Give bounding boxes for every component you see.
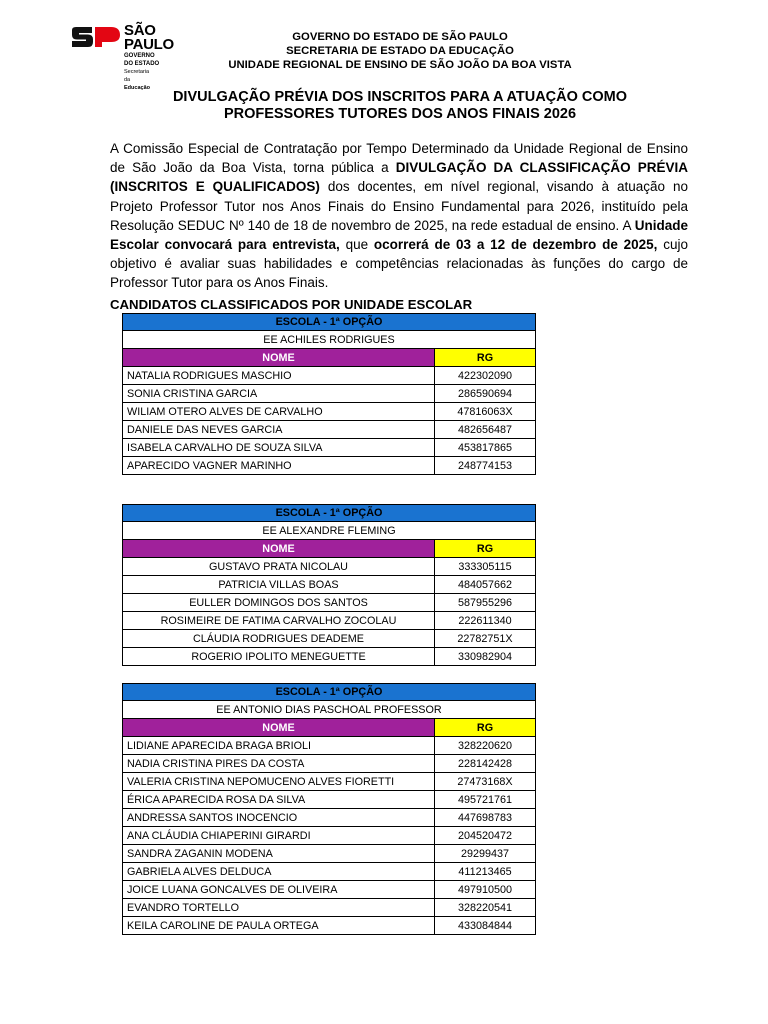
table-row bbox=[123, 439, 536, 457]
table-row bbox=[123, 385, 536, 403]
header-line2: SECRETARIA DE ESTADO DA EDUCAÇÃO bbox=[286, 44, 514, 57]
logo-sub5: Educação bbox=[124, 85, 150, 91]
candidate-name: SANDRA ZAGANIN MODENA bbox=[123, 845, 435, 863]
column-header-rg: RG bbox=[435, 349, 536, 367]
logo-sub1: GOVERNO bbox=[124, 53, 155, 59]
sp-logo-mark-icon bbox=[70, 26, 122, 48]
candidate-name: WILIAM OTERO ALVES DE CARVALHO bbox=[123, 403, 435, 421]
table-row bbox=[123, 737, 536, 755]
column-header-rg: RG bbox=[435, 540, 536, 558]
table-row bbox=[123, 612, 536, 630]
table-row bbox=[123, 457, 536, 475]
candidate-rg: 286590694 bbox=[435, 385, 536, 403]
logo-brand-line2: PAULO bbox=[124, 36, 174, 53]
body-p2: dos docentes, em nível regional, visando à atuação no Projeto Professor Tutor nos Anos Finais do Ensino Fundamental para 2026, instituído pela Resolução SEDUC Nº 140 de 18 de novembro de 2025, na rede estadual de ensino. A bbox=[110, 179, 688, 233]
table-row bbox=[123, 809, 536, 827]
candidate-name: EVANDRO TORTELLO bbox=[123, 899, 435, 917]
title-line2: PROFESSORES TUTORES DOS ANOS FINAIS 2026 bbox=[223, 106, 577, 122]
table-row bbox=[123, 917, 536, 935]
table-row bbox=[123, 899, 536, 917]
candidate-rg: 333305115 bbox=[435, 558, 536, 576]
candidate-name: EULLER DOMINGOS DOS SANTOS bbox=[123, 594, 435, 612]
school-table-3 bbox=[122, 683, 536, 935]
body-p3: que bbox=[339, 237, 374, 253]
logo-brand-line1: SÃO bbox=[124, 22, 156, 39]
candidate-rg: 47816063X bbox=[435, 403, 536, 421]
school-name: EE ALEXANDRE FLEMING bbox=[123, 522, 536, 540]
body-p4: cujo objetivo é avaliar suas habilidades e competências relacionadas às funções do cargo de Professor Tutor para os Anos Finais. bbox=[110, 237, 688, 291]
candidate-rg: 228142428 bbox=[435, 755, 536, 773]
logo-sub2: DO ESTADO bbox=[124, 60, 160, 67]
body-p1: A Comissão Especial de Contratação por Tempo Determinado da Unidade Regional de Ensino de São João da Boa Vista, torna pública a bbox=[110, 141, 688, 176]
table-row bbox=[123, 648, 536, 666]
candidate-name: ROSIMEIRE DE FATIMA CARVALHO ZOCOLAU bbox=[123, 612, 435, 630]
school-name: EE ACHILES RODRIGUES bbox=[123, 331, 536, 349]
candidate-name: ROGERIO IPOLITO MENEGUETTE bbox=[123, 648, 435, 666]
table-row bbox=[123, 594, 536, 612]
candidate-name: DANIELE DAS NEVES GARCIA bbox=[123, 421, 435, 439]
body-b1: DIVULGAÇÃO DA CLASSIFICAÇÃO PRÉVIA (INSCRITOS E QUALIFICADOS) bbox=[110, 160, 688, 195]
candidate-rg: 204520472 bbox=[435, 827, 536, 845]
candidate-name: LIDIANE APARECIDA BRAGA BRIOLI bbox=[123, 737, 435, 755]
candidate-rg: 484057662 bbox=[435, 576, 536, 594]
table-row bbox=[123, 558, 536, 576]
title-line1: DIVULGAÇÃO PRÉVIA DOS INSCRITOS PARA A ATUAÇÃO COMO bbox=[172, 89, 628, 105]
header-line3: UNIDADE REGIONAL DE ENSINO DE SÃO JOÃO DA BOA VISTA bbox=[228, 58, 572, 71]
candidate-name: PATRICIA VILLAS BOAS bbox=[123, 576, 435, 594]
table-row bbox=[123, 827, 536, 845]
candidate-rg: 328220541 bbox=[435, 899, 536, 917]
candidate-rg: 482656487 bbox=[435, 421, 536, 439]
candidate-rg: 411213465 bbox=[435, 863, 536, 881]
column-header-nome: NOME bbox=[123, 719, 435, 737]
table-row bbox=[123, 421, 536, 439]
candidate-name: CLÁUDIA RODRIGUES DEADEME bbox=[123, 630, 435, 648]
candidate-rg: 222611340 bbox=[435, 612, 536, 630]
candidate-rg: 497910500 bbox=[435, 881, 536, 899]
logo-sub4: da bbox=[124, 77, 131, 83]
candidate-rg: 587955296 bbox=[435, 594, 536, 612]
school-table-1 bbox=[122, 313, 536, 475]
candidate-name: ISABELA CARVALHO DE SOUZA SILVA bbox=[123, 439, 435, 457]
table-row bbox=[123, 630, 536, 648]
announcement-paragraph bbox=[110, 139, 688, 293]
candidate-name: SONIA CRISTINA GARCIA bbox=[123, 385, 435, 403]
logo-sub3: Secretaria bbox=[124, 69, 150, 75]
candidate-rg: 27473168X bbox=[435, 773, 536, 791]
candidate-rg: 447698783 bbox=[435, 809, 536, 827]
candidate-name: ÉRICA APARECIDA ROSA DA SILVA bbox=[123, 791, 435, 809]
document-header bbox=[200, 31, 600, 72]
school-option-label: ESCOLA - 1ª OPÇÃO bbox=[123, 505, 536, 522]
candidate-rg: 248774153 bbox=[435, 457, 536, 475]
column-header-nome: NOME bbox=[123, 349, 435, 367]
candidate-name: VALERIA CRISTINA NEPOMUCENO ALVES FIORETTI bbox=[123, 773, 435, 791]
candidate-rg: 433084844 bbox=[435, 917, 536, 935]
column-header-rg: RG bbox=[435, 719, 536, 737]
candidate-rg: 453817865 bbox=[435, 439, 536, 457]
table-row bbox=[123, 403, 536, 421]
section-title: CANDIDATOS CLASSIFICADOS POR UNIDADE ESCOLAR bbox=[110, 297, 473, 312]
school-name: EE ANTONIO DIAS PASCHOAL PROFESSOR bbox=[123, 701, 536, 719]
candidate-name: ANDRESSA SANTOS INOCENCIO bbox=[123, 809, 435, 827]
document-title bbox=[100, 89, 700, 123]
sao-paulo-logo bbox=[70, 22, 180, 91]
table-row bbox=[123, 881, 536, 899]
candidate-rg: 422302090 bbox=[435, 367, 536, 385]
column-header-nome: NOME bbox=[123, 540, 435, 558]
candidate-name: NADIA CRISTINA PIRES DA COSTA bbox=[123, 755, 435, 773]
table-row bbox=[123, 773, 536, 791]
candidate-rg: 328220620 bbox=[435, 737, 536, 755]
school-table-2 bbox=[122, 504, 536, 666]
candidate-rg: 22782751X bbox=[435, 630, 536, 648]
candidate-name: GUSTAVO PRATA NICOLAU bbox=[123, 558, 435, 576]
school-option-label: ESCOLA - 1ª OPÇÃO bbox=[123, 684, 536, 701]
table-row bbox=[123, 845, 536, 863]
school-option-label: ESCOLA - 1ª OPÇÃO bbox=[123, 314, 536, 331]
candidate-rg: 29299437 bbox=[435, 845, 536, 863]
candidate-name: NATALIA RODRIGUES MASCHIO bbox=[123, 367, 435, 385]
candidate-rg: 330982904 bbox=[435, 648, 536, 666]
table-row bbox=[123, 791, 536, 809]
candidate-name: GABRIELA ALVES DELDUCA bbox=[123, 863, 435, 881]
header-line1: GOVERNO DO ESTADO DE SÃO PAULO bbox=[292, 31, 508, 43]
candidate-name: JOICE LUANA GONCALVES DE OLIVEIRA bbox=[123, 881, 435, 899]
table-row bbox=[123, 367, 536, 385]
body-b2: Unidade Escolar convocará para entrevista, bbox=[110, 217, 688, 253]
candidate-rg: 495721761 bbox=[435, 791, 536, 809]
table-row bbox=[123, 576, 536, 594]
candidate-name: ANA CLÁUDIA CHIAPERINI GIRARDI bbox=[123, 827, 435, 845]
body-b3: ocorrerá de 03 a 12 de dezembro de 2025, bbox=[373, 237, 658, 253]
candidate-name: KEILA CAROLINE DE PAULA ORTEGA bbox=[123, 917, 435, 935]
candidate-name: APARECIDO VAGNER MARINHO bbox=[123, 457, 435, 475]
table-row bbox=[123, 755, 536, 773]
table-row bbox=[123, 863, 536, 881]
